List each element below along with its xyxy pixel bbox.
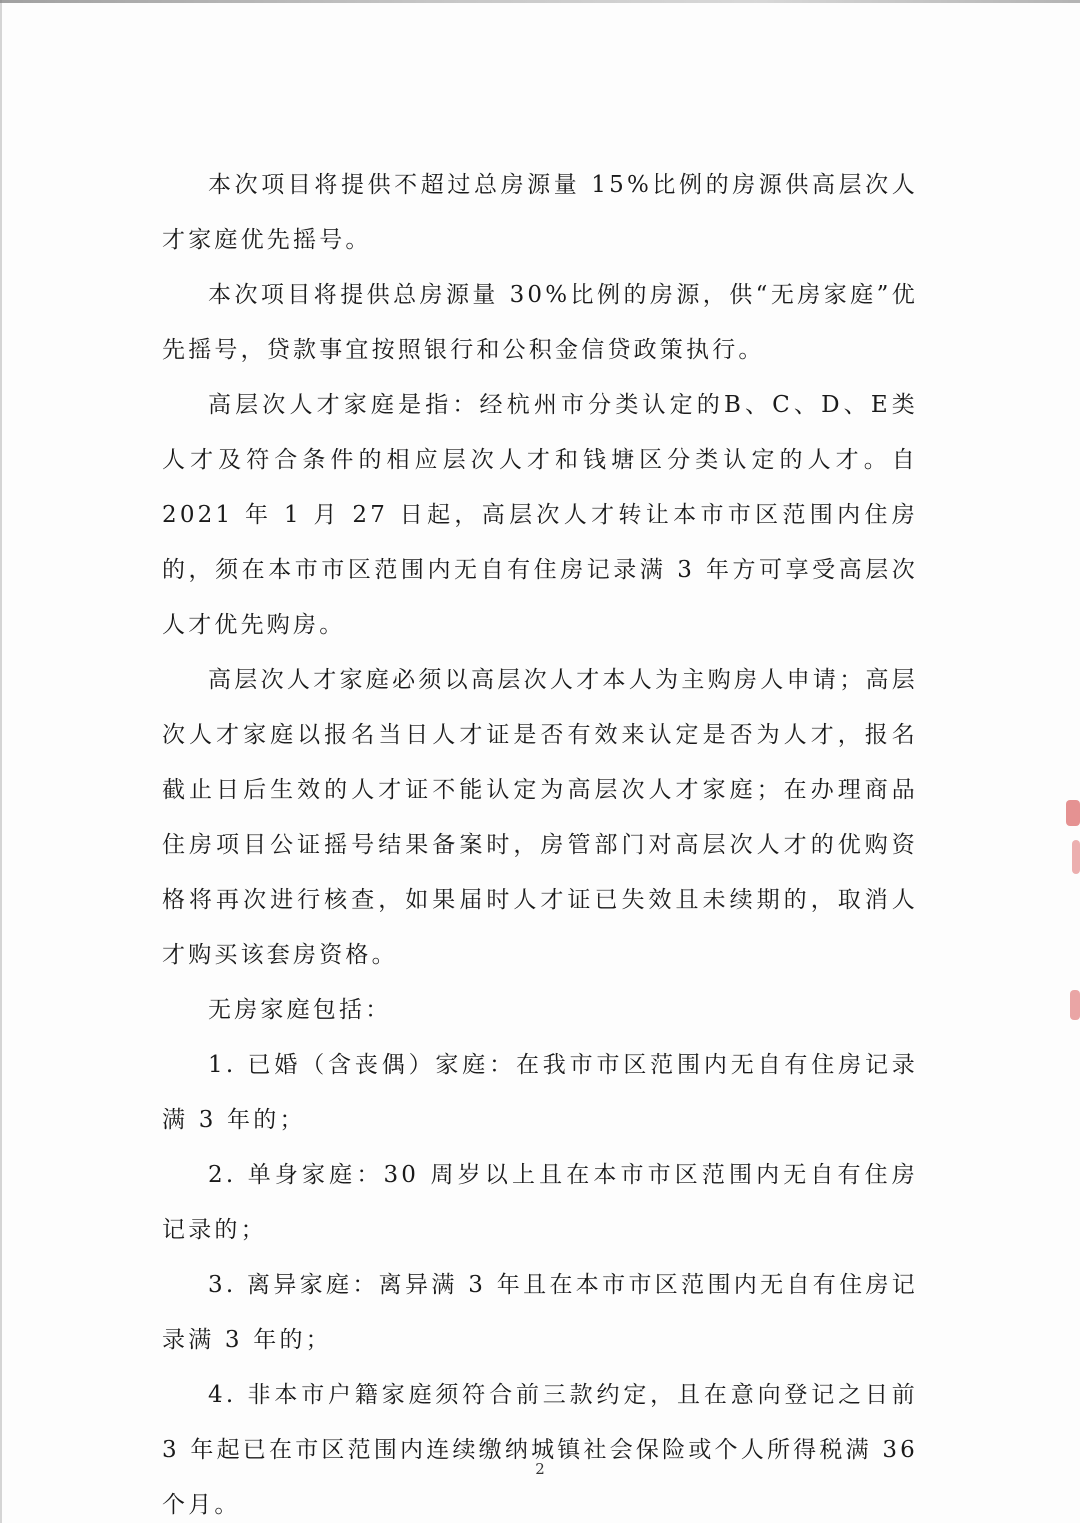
list-item-single: 2. 单身家庭：30 周岁以上且在本市市区范围内无自有住房记录的； bbox=[162, 1162, 918, 1243]
paragraph-talent-quota: 本次项目将提供不超过总房源量 15%比例的房源供高层次人才家庭优先摇号。 bbox=[162, 172, 918, 253]
seal-fragment-icon bbox=[1066, 800, 1080, 826]
paragraph-no-house-quota: 本次项目将提供总房源量 30%比例的房源，供“无房家庭”优先摇号，贷款事宜按照银行和公积金信贷政策执行。 bbox=[162, 282, 918, 363]
scan-edge-top bbox=[0, 0, 1080, 3]
list-item-non-local: 4. 非本市户籍家庭须符合前三款约定，且在意向登记之日前 3 年起已在市区范围内连续缴纳城镇社会保险或个人所得税满 36 个月。 bbox=[162, 1382, 918, 1518]
page-number: 2 bbox=[535, 1460, 545, 1478]
scan-edge-left bbox=[0, 0, 2, 1523]
list-item-married: 1. 已婚（含丧偶）家庭：在我市市区范围内无自有住房记录满 3 年的； bbox=[162, 1052, 918, 1133]
paragraph-no-house-heading: 无房家庭包括： bbox=[208, 997, 392, 1023]
seal-fragment-icon bbox=[1072, 840, 1080, 874]
seal-fragment-icon bbox=[1070, 990, 1080, 1020]
list-item-divorced: 3. 离异家庭：离异满 3 年且在本市市区范围内无自有住房记录满 3 年的； bbox=[162, 1272, 918, 1353]
paragraph-talent-definition: 高层次人才家庭是指：经杭州市分类认定的B、C、D、E类人才及符合条件的相应层次人才和钱塘区分类认定的人才。自 2021 年 1 月 27 日起，高层次人才转让本市市区范围内住房的，须在本市市区范围内无自有住房记录满 3 年方可享受高层次人才优先购房。 bbox=[162, 392, 918, 638]
document-body bbox=[162, 158, 918, 1523]
paragraph-talent-requirements: 高层次人才家庭必须以高层次人才本人为主购房人申请；高层次人才家庭以报名当日人才证是否有效来认定是否为人才，报名截止日后生效的人才证不能认定为高层次人才家庭；在办理商品住房项目公证摇号结果备案时，房管部门对高层次人才的优购资格将再次进行核查，如果届时人才证已失效且未续期的，取消人才购买该套房资格。 bbox=[162, 667, 918, 968]
